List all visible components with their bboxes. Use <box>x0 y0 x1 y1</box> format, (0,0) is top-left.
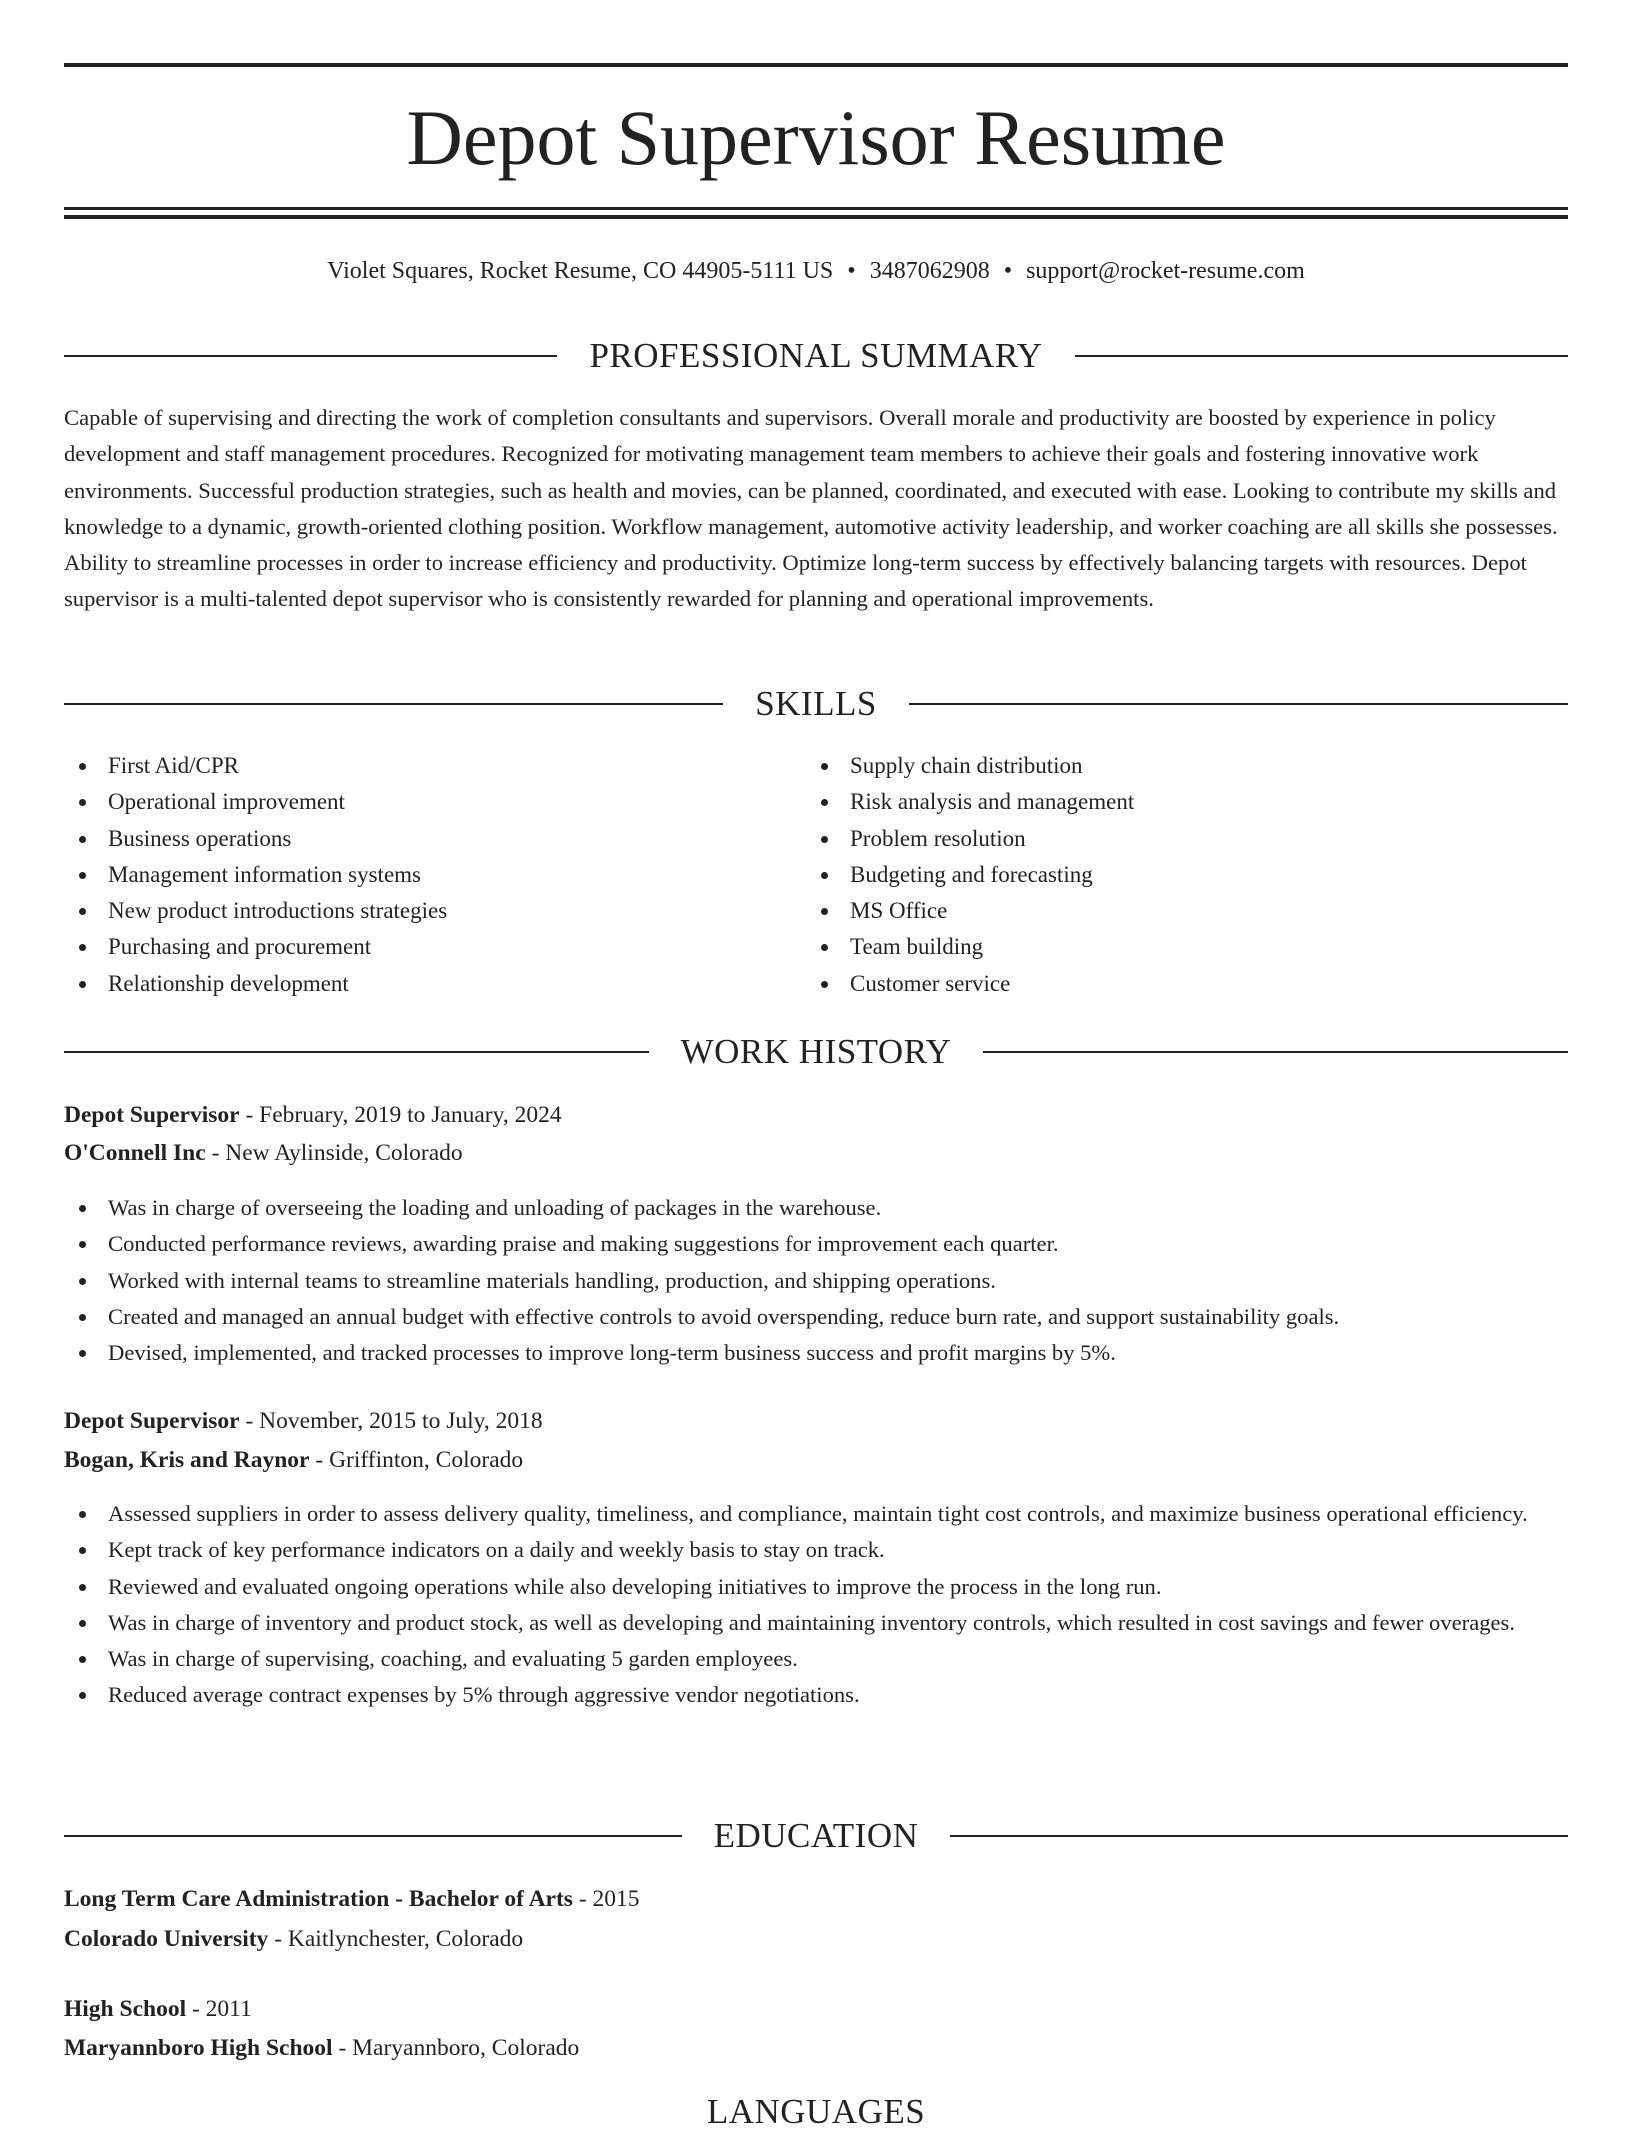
job-location: - Griffinton, Colorado <box>309 1447 524 1473</box>
skills-heading <box>64 684 1568 724</box>
education-school: Maryannboro High School <box>64 2035 333 2061</box>
skill-item: Management information systems <box>64 857 804 893</box>
heading-rule-right <box>983 1051 1568 1053</box>
job-bullet: Was in charge of supervising, coaching, and evaluating 5 garden employees. <box>64 1641 1568 1677</box>
job-bullet-list <box>64 1190 1568 1371</box>
skills-list-right <box>806 748 1546 1002</box>
contact-email: support@rocket-resume.com <box>1026 258 1305 284</box>
job-role: Depot Supervisor <box>64 1408 240 1434</box>
job-bullet: Created and managed an annual budget with effective controls to avoid overspending, reduce burn rate, and support sustainability goals. <box>64 1299 1568 1335</box>
heading-rule-left <box>64 1051 649 1053</box>
education-school-line <box>64 1920 1568 1958</box>
skill-item: First Aid/CPR <box>64 748 804 784</box>
summary-text: Capable of supervising and directing the work of completion consultants and supervisors. Overall morale and productivity are boosted by experience in policy development and staff management procedures. Recognized for motivating management team members to achieve their goals and fostering innovative work environments. Successful production strategies, such as health and movies, can be planned, coordinated, and executed with ease. Looking to contribute my skills and knowledge to a dynamic, growth-oriented clothing position. Workflow management, automotive activity leadership, and worker coaching are all skills she possesses. Ability to streamline processes in order to increase efficiency and productivity. Optimize long-term success by effectively balancing targets with resources. Depot supervisor is a multi-talented depot supervisor who is consistently rewarded for planning and operational improvements. <box>64 405 1558 612</box>
skills-list-left <box>64 748 804 1002</box>
job-title-line <box>64 1402 1568 1440</box>
contact-line <box>64 256 1568 286</box>
summary-heading-label: PROFESSIONAL SUMMARY <box>589 336 1043 375</box>
heading-rule-right <box>909 703 1568 705</box>
heading-rule-left <box>64 1835 682 1837</box>
job-company: O'Connell Inc <box>64 1140 206 1166</box>
heading-rule-left <box>64 355 557 357</box>
skill-item: Problem resolution <box>806 821 1546 857</box>
summary-heading <box>64 336 1568 376</box>
heading-rule-right <box>1075 355 1568 357</box>
job-dates: - November, 2015 to July, 2018 <box>239 1408 543 1434</box>
education-heading-label: EDUCATION <box>713 1816 919 1855</box>
skill-item: Budgeting and forecasting <box>806 857 1546 893</box>
top-rule <box>64 63 1568 67</box>
education-year: - 2015 <box>572 1886 640 1912</box>
job-bullet: Kept track of key performance indicators on a daily and weekly basis to stay on track. <box>64 1532 1568 1568</box>
job-company-line <box>64 1134 1568 1172</box>
contact-separator: • <box>1003 258 1013 284</box>
job-bullet: Assessed suppliers in order to assess delivery quality, timeliness, and compliance, maintain tight cost controls, and maximize business operational efficiency. <box>64 1496 1568 1532</box>
title-rule-lower <box>64 215 1568 219</box>
job-company: Bogan, Kris and Raynor <box>64 1447 310 1473</box>
contact-separator: • <box>847 258 856 284</box>
skill-item: Team building <box>806 929 1546 965</box>
job-role: Depot Supervisor <box>64 1102 240 1128</box>
skill-item: New product introductions strategies <box>64 893 804 929</box>
skill-item: Customer service <box>806 966 1546 1002</box>
job-dates: - February, 2019 to January, 2024 <box>239 1102 562 1128</box>
job-bullet-list <box>64 1496 1568 1714</box>
education-location: - Kaitlynchester, Colorado <box>268 1926 524 1952</box>
job-bullet: Reduced average contract expenses by 5% through aggressive vendor negotiations. <box>64 1677 1568 1713</box>
job-bullet: Was in charge of inventory and product stock, as well as developing and maintaining inventory controls, which resulted in cost savings and fewer overages. <box>64 1605 1568 1641</box>
education-degree: Long Term Care Administration - Bachelor of Arts <box>64 1886 573 1912</box>
languages-heading <box>64 2092 1568 2132</box>
skill-item: Operational improvement <box>64 784 804 820</box>
skill-item: Purchasing and procurement <box>64 929 804 965</box>
heading-rule-left <box>64 703 723 705</box>
job-bullet: Was in charge of overseeing the loading and unloading of packages in the warehouse. <box>64 1190 1568 1226</box>
skill-item: Business operations <box>64 821 804 857</box>
contact-phone: 3487062908 <box>869 258 990 284</box>
job-bullet: Reviewed and evaluated ongoing operations while also developing initiatives to improve the process in the long run. <box>64 1569 1568 1605</box>
education-school: Colorado University <box>64 1926 269 1952</box>
resume-title: Depot Supervisor Resume <box>406 94 1226 181</box>
work-heading <box>64 1032 1568 1072</box>
education-school-line <box>64 2029 1568 2067</box>
skill-item: MS Office <box>806 893 1546 929</box>
work-heading-label: WORK HISTORY <box>680 1032 952 1071</box>
job-bullet: Devised, implemented, and tracked processes to improve long-term business success and profit margins by 5%. <box>64 1335 1568 1371</box>
education-heading <box>64 1816 1568 1856</box>
education-year: - 2011 <box>186 1996 252 2022</box>
education-location: - Maryannboro, Colorado <box>332 2035 580 2061</box>
skills-heading-label: SKILLS <box>755 684 877 723</box>
skill-item: Supply chain distribution <box>806 748 1546 784</box>
skill-item: Relationship development <box>64 966 804 1002</box>
job-title-line <box>64 1096 1568 1134</box>
job-company-line <box>64 1441 1568 1479</box>
skill-item: Risk analysis and management <box>806 784 1546 820</box>
education-degree-line <box>64 1990 1568 2028</box>
languages-heading-label: LANGUAGES <box>706 2092 926 2131</box>
heading-rule-right <box>950 1835 1568 1837</box>
job-location: - New Aylinside, Colorado <box>205 1140 463 1166</box>
title-rule-upper <box>64 207 1568 210</box>
contact-address: Violet Squares, Rocket Resume, CO 44905-5111 US <box>327 258 834 284</box>
job-bullet: Worked with internal teams to streamline materials handling, production, and shipping operations. <box>64 1263 1568 1299</box>
education-degree-line <box>64 1880 1568 1918</box>
education-degree: High School <box>64 1996 187 2022</box>
job-bullet: Conducted performance reviews, awarding praise and making suggestions for improvement each quarter. <box>64 1226 1568 1262</box>
